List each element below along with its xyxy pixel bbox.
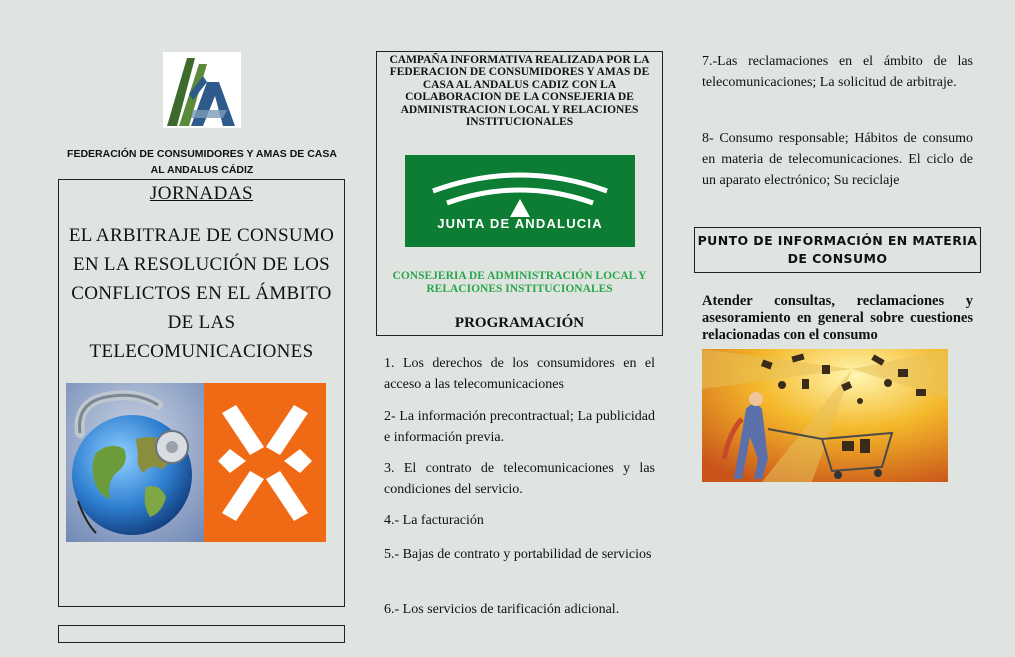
program-item: 3. El contrato de telecomunicaciones y las condiciones del servicio. — [384, 461, 655, 497]
program-item: 8- Consumo responsable; Hábitos de consumo en materia de telecomunicaciones. El ciclo de un aparato electrónico; Su reciclaje — [702, 131, 973, 188]
program-item: 1. Los derechos de los consumidores en el acceso a las telecomunicaciones — [384, 356, 655, 392]
shopping-cart-illustration — [702, 349, 948, 482]
junta-andalucia-logo — [405, 155, 635, 247]
jornadas-heading: EL ARBITRAJE DE CONSUMO EN LA RESOLUCIÓN DE LOS CONFLICTOS EN EL ÁMBITO DE LAS TELECOMUNICACIONES — [68, 225, 335, 362]
federation-name: FEDERACIÓN DE CONSUMIDORES Y AMAS DE CASA AL ANDALUS CÁDIZ — [67, 148, 337, 176]
punto-informacion-title: PUNTO DE INFORMACIÓN EN MATERIA DE CONSUMO — [697, 233, 978, 266]
program-item: 4.- La facturación — [384, 513, 484, 528]
program-item: 7.-Las reclamaciones en el ámbito de las telecomunicaciones; La solicitud de arbitraje. — [702, 54, 973, 90]
junta-logo-text: JUNTA DE ANDALUCIA — [437, 216, 603, 231]
jornadas-title: JORNADAS — [149, 183, 254, 204]
bottom-frame — [58, 625, 345, 643]
consumo-arbitraje-logo — [204, 383, 326, 542]
program-item: 5.- Bajas de contrato y portabilidad de servicios — [384, 547, 652, 562]
campaign-text: CAMPAÑA INFORMATIVA REALIZADA POR LA FEDERACION DE CONSUMIDORES Y AMAS DE CASA AL ANDALUS CADIZ CON LA COLABORACION DE LA CONSEJERIA DE ADMINISTRACION LOCAL Y RELACIONES INSTITUCIONALES — [389, 54, 650, 129]
consejeria-text: CONSEJERIA DE ADMINISTRACIÓN LOCAL Y RELACIONES INSTITUCIONALES — [392, 270, 647, 295]
program-item: 6.- Los servicios de tarificación adicional. — [384, 602, 620, 617]
programacion-title: PROGRAMACIÓN — [454, 315, 585, 331]
service-description: Atender consultas, reclamaciones y asesoramiento en general sobre cuestiones relacionadas con el consumo — [702, 293, 973, 343]
program-item: 2- La información precontractual; La publicidad e información previa. — [384, 409, 655, 445]
federation-logo — [163, 52, 241, 128]
globe-telephone-image — [66, 383, 204, 542]
